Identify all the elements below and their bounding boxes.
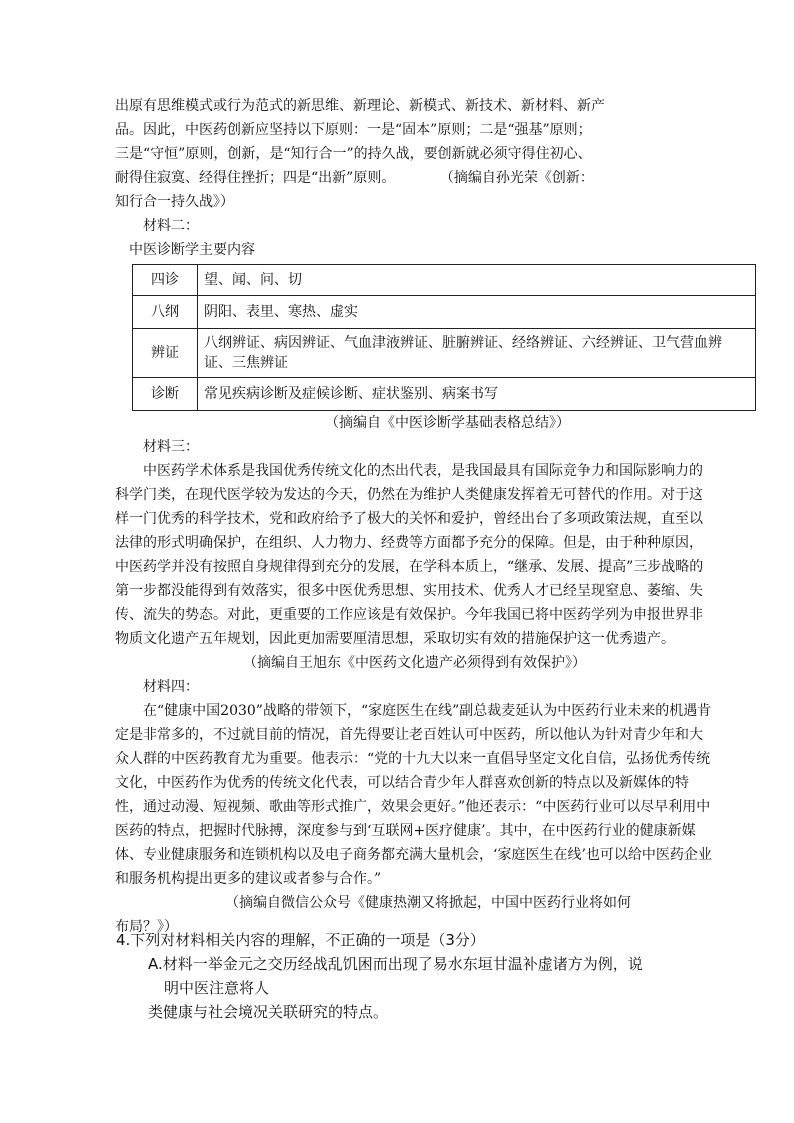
option-a-line-3: 类健康与社会境况关联研究的特点。 (148, 1003, 389, 1021)
material-4-text: 在“健康中国2030”战略的带领下，“家庭医生在线”副总裁麦延认为中医药行业未来的机遇肯定是非常多的，不过就目前的情况，首先得要让老百姓认可中医药，所以他认为针对青少年和大众人群的中医药教育尤为重要。他表示：“党的十九大以来一直倡导坚定文化自信，弘扬优秀传统文化，中医药作为优秀的传统文化代表，可以结合青少年人群喜欢创新的特点以及新媒体的特性，通过动漫、短视频、歌曲等形式推广，效果会更好。”他还表示：“中医药行业可以尽早利用中医药的特点，把握时代脉搏，深度参与到‘互联网+医疗健康’。其中，在中医药行业的健康新媒体、专业健康服务和连锁机构以及电子商务都充满大量机会，‘家庭医生在线’也可以给中医药企业和服务机构提出更多的建议或者参与合作。” (115, 703, 712, 887)
material-4-label: 材料四： (143, 679, 199, 695)
material-4-source-line-2: 布局？》） (115, 919, 178, 935)
material-4-source-line-1: （摘编自微信公众号《健康热潮又将掀起，中国中医药行业将如何 (225, 895, 631, 911)
intro-line-5: 知行合一持久战》） (115, 194, 234, 210)
table-key: 诊断 (133, 378, 198, 411)
material-2-label: 材料二： (143, 218, 199, 234)
diagnosis-table (132, 264, 756, 411)
table-row (133, 296, 756, 329)
intro-line-2: 品。因此，中医药创新应坚持以下原则：一是“固本”原则；二是“强基”原则； (115, 122, 592, 138)
material-3-source: （摘编自王旭东《中医药文化遗产必须得到有效保护》） (243, 655, 586, 671)
option-a-line-2: 明中医注意将人 (164, 979, 270, 997)
table-key: 四诊 (133, 265, 198, 296)
material-3-label: 材料三： (143, 439, 199, 455)
table-row (133, 265, 756, 296)
question-stem: 4.下列对材料相关内容的理解，不正确的一项是（3分） (116, 931, 485, 949)
table-key: 辨证 (133, 329, 198, 378)
table-value: 八纲辨证、病因辨证、气血津液辨证、脏腑辨证、经络辨证、六经辨证、卫气营血辨证、三焦辨证 (198, 329, 756, 378)
table-value: 常见疾病诊断及症候诊断、症状鉴别、病案书写 (198, 378, 756, 411)
table-title: 中医诊断学主要内容 (129, 242, 255, 258)
intro-line-4: 耐得住寂寞、经得住挫折；四是“出新”原则。 （摘编自孙光荣《创新： (115, 170, 594, 186)
material-2-source: （摘编自《中医诊断学基础表格总结》） (325, 415, 570, 431)
table-value: 望、闻、问、切 (198, 265, 756, 296)
reading-material (115, 94, 722, 939)
table-key: 八纲 (133, 296, 198, 329)
material-3-text: 中医药学术体系是我国优秀传统文化的杰出代表，是我国最具有国际竞争力和国际影响力的科学门类，在现代医学较为发达的今天，仍然在为维护人类健康发挥着无可替代的作用。对于这样一门优秀的科学技术，党和政府给予了极大的关怀和爱护，曾经出台了多项政策法规，直至以法律的形式明确保护，在组织、人力物力、经费等方面都予充分的保障。但是，由于种种原因，中医药学并没有按照自身规律得到充分的发展，在学科本质上，“继承、发展、提高”三步战略的第一步都没能得到有效落实，很多中医优秀思想、实用技术、优秀人才已经呈现窒息、萎缩、失传、流失的势态。对此，更重要的工作应该是有效保护。今年我国已将中医药学列为申报世界非物质文化遗产五年规划，因此更加需要厘清思想，采取切实有效的措施保护这一优秀遗产。 (115, 463, 704, 647)
question-4 (116, 928, 716, 1024)
option-a-line-1[interactable]: A.材料一举金元之交历经战乱饥困而出现了易水东垣甘温补虚诸方为例，说 (148, 955, 643, 973)
intro-line-3: 三是“守恒”原则，创新，是“知行合一”的持久战，要创新就必须守得住初心、 (115, 146, 592, 162)
intro-line-1: 出原有思维模式或行为范式的新思维、新理论、新模式、新技术、新材料、新产 (115, 98, 605, 114)
table-row (133, 329, 756, 378)
table-value: 阴阳、表里、寒热、虚实 (198, 296, 756, 329)
table-row (133, 378, 756, 411)
